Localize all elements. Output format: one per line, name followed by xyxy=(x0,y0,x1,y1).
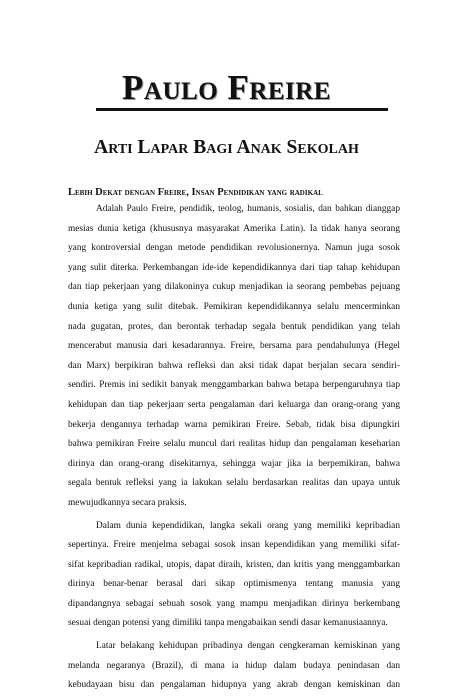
paragraph-1-line-14: dirinya dan orang-orang disekitarnya, sehingga wajar jika ia berpemikiran, bahwa xyxy=(68,458,400,469)
paragraph-1-line-10: sendiri. Premis ini sedikit banyak menggambarkan bahwa betapa berpengaruhnya tiap xyxy=(68,380,400,391)
paragraph-2-line-2: sepertinya. Freire menjelma sebagai sosok insan kependidikan yang memiliki sifat- xyxy=(68,540,400,551)
paragraph-3-line-2: melanda negaranya (Brazil), di mana ia hidup dalam budaya penindasan dan xyxy=(68,660,400,671)
paragraph-1-line-8: mencerabut manusia dari kesadarannya. Freire, bersama para pendahulunya (Hegel xyxy=(68,341,400,352)
paragraph-2-line-5: dipandangnya sebagai sebuah sosok yang mampu menjadikan dirinya berkembang xyxy=(68,598,400,609)
paragraph-2-line-6: sesuai dengan potensi yang dimiliki tanpa mengabaikan sendi dasar kemanusiaannya. xyxy=(68,618,388,629)
paragraph-1-line-3: yang kontroversial dengan metode pendidikan revolusionernya. Namun juga sosok xyxy=(68,243,400,254)
paragraph-1-line-6: dunia ketiga yang sulit ditebak. Pemikiran kependidikannya selalu mencerminkan xyxy=(68,301,400,312)
page-subtitle: Arti Lapar Bagi Anak Sekolah xyxy=(94,137,359,158)
page-title: Paulo Freire xyxy=(122,68,331,107)
document-body xyxy=(68,200,400,696)
paragraph-2-line-4: dirinya benar-benar berasal dari sikap optimismenya tentang manusia yang xyxy=(68,579,400,590)
paragraph-1-line-7: nada gugatan, protes, dan berontak terhadap segala bentuk pendidikan yang telah xyxy=(68,321,400,332)
paragraph-1-line-16: mewujudkannya secara praksis. xyxy=(68,497,187,508)
paragraph-1-line-15: segala bentuk refleksi yang ia lakukan selalu berdasarkan realitas dan upaya untuk xyxy=(68,478,400,489)
section-heading: Lebih Dekat dengan Freire, Insan Pendidikan yang radikal xyxy=(68,187,323,198)
paragraph-1-line-11: kehidupan dan tiap pekerjaan serta pengalaman dari keluarga dan orang-orang yang xyxy=(68,399,400,410)
paragraph-1-line-9: dan Marx) berpikiran bahwa refleksi dan aksi tidak dapat berjalan secara sendiri- xyxy=(68,360,400,371)
paragraph-2-line-3: sifat kepribadian radikal, utopis, dapat diraih, kristen, dan kritis yang menggambarkan xyxy=(68,559,400,570)
paragraph-3-line-3: kebudayaan bisu dan pengalaman hidupnya yang akrab dengan kemiskinan dan xyxy=(68,680,400,691)
paragraph-1-line-4: yang sulit diterka. Perkembangan ide-ide kependidikannya dari tiap tahap kehidupan xyxy=(68,262,400,273)
title-underline xyxy=(96,108,388,111)
paragraph-2-line-1: Dalam dunia kependidikan, langka sekali orang yang memiliki kepribadian xyxy=(96,520,400,531)
paragraph-1-line-12: bekerja dengannya terhadap warna pemikiran Freire. Sebab, tidak bisa dipungkiri xyxy=(68,419,400,430)
paragraph-1-line-5: dan tiap pekerjaan yang dilakoninya cukup menjadikan ia seorang pembebas pejuang xyxy=(68,282,400,293)
paragraph-1-line-13: bahwa pemikiran Freire selalu muncul dari realitas hidup dan pengalaman keseharian xyxy=(68,439,400,450)
paragraph-1-line-2: mesias dunia ketiga (khususnya masyarakat Amerika Latin). Ia tidak hanya seorang xyxy=(68,223,400,234)
paragraph-1-line-1: Adalah Paulo Freire, pendidik, teolog, humanis, sosialis, dan bahkan dianggap xyxy=(96,204,400,214)
paragraph-3-line-1: Latar belakang kehidupan pribadinya dengan cengkeraman kemiskinan yang xyxy=(96,641,400,652)
